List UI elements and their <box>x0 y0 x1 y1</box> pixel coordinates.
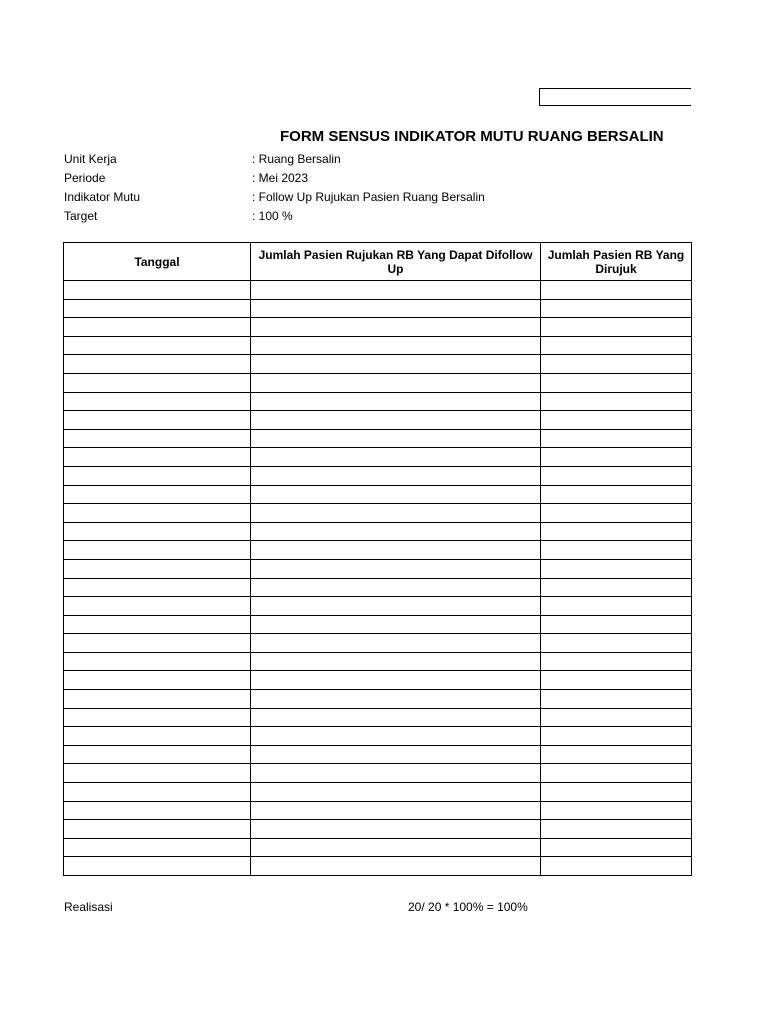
column-header-jumlah-follow-up: Jumlah Pasien Rujukan RB Yang Dapat Difollow Up <box>251 243 541 281</box>
table-row <box>64 652 692 671</box>
meta-row-target <box>64 207 664 226</box>
table-cell[interactable] <box>251 597 541 616</box>
form-title: FORM SENSUS INDIKATOR MUTU RUANG BERSALIN <box>280 128 664 145</box>
table-cell[interactable] <box>541 820 692 839</box>
table-cell[interactable] <box>541 485 692 504</box>
table-row <box>64 448 692 467</box>
meta-label: Target <box>64 209 98 223</box>
meta-value: : Follow Up Rujukan Pasien Ruang Bersalin <box>252 190 485 204</box>
table-row <box>64 429 692 448</box>
table-cell[interactable] <box>541 801 692 820</box>
table-cell[interactable] <box>541 578 692 597</box>
table-cell[interactable] <box>541 392 692 411</box>
table-row <box>64 838 692 857</box>
table-cell[interactable] <box>64 634 251 653</box>
table-cell[interactable] <box>251 504 541 523</box>
meta-row-indikator-mutu <box>64 188 664 207</box>
table-row <box>64 690 692 709</box>
table-row <box>64 708 692 727</box>
table-cell[interactable] <box>541 411 692 430</box>
meta-row-periode <box>64 169 664 188</box>
table-cell[interactable] <box>64 373 251 392</box>
table-cell[interactable] <box>64 411 251 430</box>
table-cell[interactable] <box>251 838 541 857</box>
table-cell[interactable] <box>541 764 692 783</box>
table-row <box>64 336 692 355</box>
table-body <box>64 281 692 876</box>
table-cell[interactable] <box>251 355 541 374</box>
table-cell[interactable] <box>251 392 541 411</box>
table-cell[interactable] <box>64 745 251 764</box>
realisasi-label: Realisasi <box>64 900 113 914</box>
table-cell[interactable] <box>251 634 541 653</box>
document-code-box <box>539 88 691 106</box>
table-cell[interactable] <box>251 336 541 355</box>
table-cell[interactable] <box>64 559 251 578</box>
table-row <box>64 504 692 523</box>
table-cell[interactable] <box>64 541 251 560</box>
table-cell[interactable] <box>64 318 251 337</box>
table-cell[interactable] <box>64 838 251 857</box>
table-cell[interactable] <box>251 857 541 876</box>
meta-label: Periode <box>64 171 106 185</box>
table-row <box>64 671 692 690</box>
table-cell[interactable] <box>541 522 692 541</box>
table-cell[interactable] <box>541 318 692 337</box>
table-cell[interactable] <box>251 615 541 634</box>
table-cell[interactable] <box>541 783 692 802</box>
table-row <box>64 857 692 876</box>
table-cell[interactable] <box>251 690 541 709</box>
table-row <box>64 764 692 783</box>
table-row <box>64 745 692 764</box>
table-cell[interactable] <box>251 541 541 560</box>
table-cell[interactable] <box>64 708 251 727</box>
table-cell[interactable] <box>541 336 692 355</box>
sensus-table <box>63 242 692 876</box>
table-row <box>64 355 692 374</box>
table-cell[interactable] <box>251 373 541 392</box>
table-cell[interactable] <box>64 355 251 374</box>
table-row <box>64 727 692 746</box>
table-cell[interactable] <box>541 708 692 727</box>
table-row <box>64 820 692 839</box>
meta-value: : Ruang Bersalin <box>252 152 341 166</box>
table-cell[interactable] <box>64 727 251 746</box>
table-cell[interactable] <box>541 615 692 634</box>
table-cell[interactable] <box>541 429 692 448</box>
table-cell[interactable] <box>251 281 541 300</box>
table-row <box>64 559 692 578</box>
table-cell[interactable] <box>541 299 692 318</box>
table-row <box>64 318 692 337</box>
table-cell[interactable] <box>64 857 251 876</box>
meta-label: Unit Kerja <box>64 152 117 166</box>
table-cell[interactable] <box>251 448 541 467</box>
table-cell[interactable] <box>541 727 692 746</box>
table-cell[interactable] <box>541 355 692 374</box>
column-header-jumlah-dirujuk: Jumlah Pasien RB Yang Dirujuk <box>541 243 692 281</box>
table-cell[interactable] <box>541 857 692 876</box>
meta-value: : Mei 2023 <box>252 171 309 185</box>
table-cell[interactable] <box>251 466 541 485</box>
table-cell[interactable] <box>541 541 692 560</box>
table-row <box>64 522 692 541</box>
table-cell[interactable] <box>251 522 541 541</box>
table-cell[interactable] <box>541 466 692 485</box>
table-cell[interactable] <box>251 708 541 727</box>
table-cell[interactable] <box>251 727 541 746</box>
meta-value: : 100 % <box>252 209 293 223</box>
table-header-row <box>64 243 692 281</box>
table-cell[interactable] <box>64 485 251 504</box>
table-cell[interactable] <box>541 448 692 467</box>
table-cell[interactable] <box>541 634 692 653</box>
table-cell[interactable] <box>64 820 251 839</box>
table-row <box>64 578 692 597</box>
table-row <box>64 466 692 485</box>
table-row <box>64 392 692 411</box>
table-row <box>64 783 692 802</box>
table-cell[interactable] <box>541 281 692 300</box>
table-cell[interactable] <box>251 764 541 783</box>
table-row <box>64 634 692 653</box>
table-cell[interactable] <box>251 559 541 578</box>
meta-row-unit-kerja <box>64 150 664 169</box>
table-cell[interactable] <box>251 745 541 764</box>
table-cell[interactable] <box>64 652 251 671</box>
table-cell[interactable] <box>64 429 251 448</box>
table-row <box>64 373 692 392</box>
table-cell[interactable] <box>64 801 251 820</box>
table-cell[interactable] <box>64 615 251 634</box>
table-cell[interactable] <box>251 783 541 802</box>
form-meta <box>64 150 664 226</box>
table-row <box>64 541 692 560</box>
table-cell[interactable] <box>64 281 251 300</box>
table-row <box>64 485 692 504</box>
table-cell[interactable] <box>541 373 692 392</box>
table-cell[interactable] <box>251 318 541 337</box>
table-row <box>64 411 692 430</box>
table-row <box>64 299 692 318</box>
table-cell[interactable] <box>64 392 251 411</box>
table-cell[interactable] <box>64 578 251 597</box>
table-cell[interactable] <box>251 411 541 430</box>
table-cell[interactable] <box>251 820 541 839</box>
table-cell[interactable] <box>251 652 541 671</box>
table-row <box>64 615 692 634</box>
table-cell[interactable] <box>541 745 692 764</box>
table-cell[interactable] <box>64 299 251 318</box>
table-cell[interactable] <box>64 448 251 467</box>
table-cell[interactable] <box>64 671 251 690</box>
table-cell[interactable] <box>64 522 251 541</box>
table-cell[interactable] <box>251 578 541 597</box>
table-cell[interactable] <box>541 597 692 616</box>
table-cell[interactable] <box>541 504 692 523</box>
table-row <box>64 597 692 616</box>
table-row <box>64 801 692 820</box>
table-cell[interactable] <box>541 652 692 671</box>
table-cell[interactable] <box>251 801 541 820</box>
table-cell[interactable] <box>541 671 692 690</box>
table-cell[interactable] <box>64 504 251 523</box>
table-cell[interactable] <box>64 783 251 802</box>
table-cell[interactable] <box>541 559 692 578</box>
table-cell[interactable] <box>251 299 541 318</box>
table-cell[interactable] <box>541 838 692 857</box>
table-row <box>64 281 692 300</box>
table-cell[interactable] <box>251 429 541 448</box>
table-cell[interactable] <box>64 597 251 616</box>
table-cell[interactable] <box>64 690 251 709</box>
table-cell[interactable] <box>251 485 541 504</box>
column-header-tanggal: Tanggal <box>64 243 251 281</box>
table-cell[interactable] <box>64 466 251 485</box>
table-cell[interactable] <box>64 764 251 783</box>
table-cell[interactable] <box>251 671 541 690</box>
meta-label: Indikator Mutu <box>64 190 141 204</box>
table-cell[interactable] <box>541 690 692 709</box>
table-cell[interactable] <box>64 336 251 355</box>
realisasi-value: 20/ 20 * 100% = 100% <box>408 900 528 914</box>
